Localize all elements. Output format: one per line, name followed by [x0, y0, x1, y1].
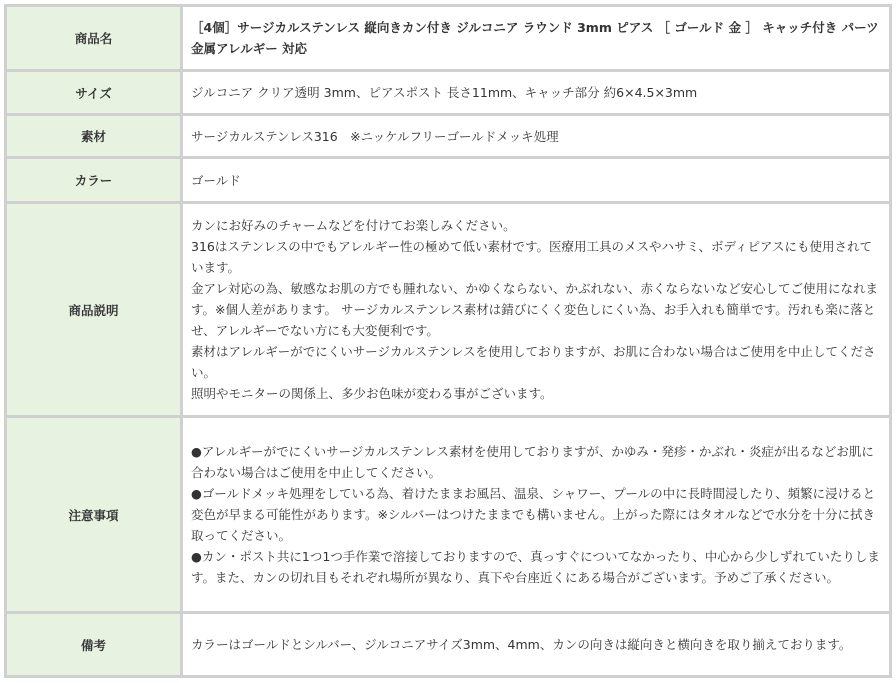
product-name-value: ［4個］サージカルステンレス 縦向きカン付き ジルコニア ラウンド 3mm ピアス ［ ゴールド 金 ］ キャッチ付き パーツ 金属アレルギー 対応: [183, 7, 889, 69]
description-line: 金アレ対応の為、敏感なお肌の方でも腫れない、かゆくならない、かぶれない、赤くならないなど安心してご使用になれます。※個人差があります。 サージカルステンレス素材は錆びにくく変色しにくい為、お手入れも簡単です。汚れも楽に落とせ、アレルギーでない方にも大変便利です。: [191, 281, 879, 338]
spec-row-material: [7, 116, 889, 156]
description-line: 照明やモニターの関係上、多少お色味が変わる事がございます。: [191, 386, 553, 401]
row-label: 商品説明: [7, 204, 180, 415]
description-line: 素材はアレルギーがでにくいサージカルステンレスを使用しておりますが、お肌に合わない場合はご使用を中止してください。: [191, 344, 876, 380]
spec-row-product-name: [7, 7, 889, 69]
row-label: 注意事項: [7, 418, 180, 611]
spec-row-description: [7, 204, 889, 415]
row-label: カラー: [7, 159, 180, 201]
product-spec-table: [4, 4, 892, 678]
row-label: サイズ: [7, 72, 180, 113]
description-value: [183, 204, 889, 415]
color-value: ゴールド: [183, 159, 889, 201]
remarks-value: カラーはゴールドとシルバー、ジルコニアサイズ3mm、4mm、カンの向きは縦向きと横向きを取り揃えております。: [183, 614, 889, 675]
size-value: ジルコニア クリア透明 3mm、ピアスポスト 長さ11mm、キャッチ部分 約6×4.5×3mm: [183, 72, 889, 113]
description-line: カンにお好みのチャームなどを付けてお楽しみください。: [191, 218, 516, 233]
spec-row-remarks: [7, 614, 889, 675]
row-label: 商品名: [7, 7, 180, 69]
description-line: 316はステンレスの中でもアレルギー性の極めて低い素材です。医療用工具のメスやハサミ、ボディピアスにも使用されています。: [191, 239, 872, 275]
row-label: 備考: [7, 614, 180, 675]
notes-value: [183, 418, 889, 611]
notes-line: ●カン・ポスト共に1つ1つ手作業で溶接しておりますので、真っすぐについてなかったり、中心から少しずれていたりします。また、カンの切れ目もそれぞれ場所が異なり、真下や台座近くにある場合がございます。予めご了承ください。: [191, 549, 880, 585]
notes-line: ●ゴールドメッキ処理をしている為、着けたままお風呂、温泉、シャワー、プールの中に長時間浸したり、頻繁に浸けると変色が早まる可能性があります。※シルバーはつけたままでも構いません。上がった際にはタオルなどで水分を十分に拭き取ってください。: [191, 486, 876, 543]
notes-line: ●アレルギーがでにくいサージカルステンレス素材を使用しておりますが、かゆみ・発疹・かぶれ・炎症が出るなどお肌に合わない場合はご使用を中止してください。: [191, 444, 874, 480]
row-label: 素材: [7, 116, 180, 156]
spec-row-size: [7, 72, 889, 113]
spec-row-color: [7, 159, 889, 201]
spec-row-notes: [7, 418, 889, 611]
material-value: サージカルステンレス316 ※ニッケルフリーゴールドメッキ処理: [183, 116, 889, 156]
